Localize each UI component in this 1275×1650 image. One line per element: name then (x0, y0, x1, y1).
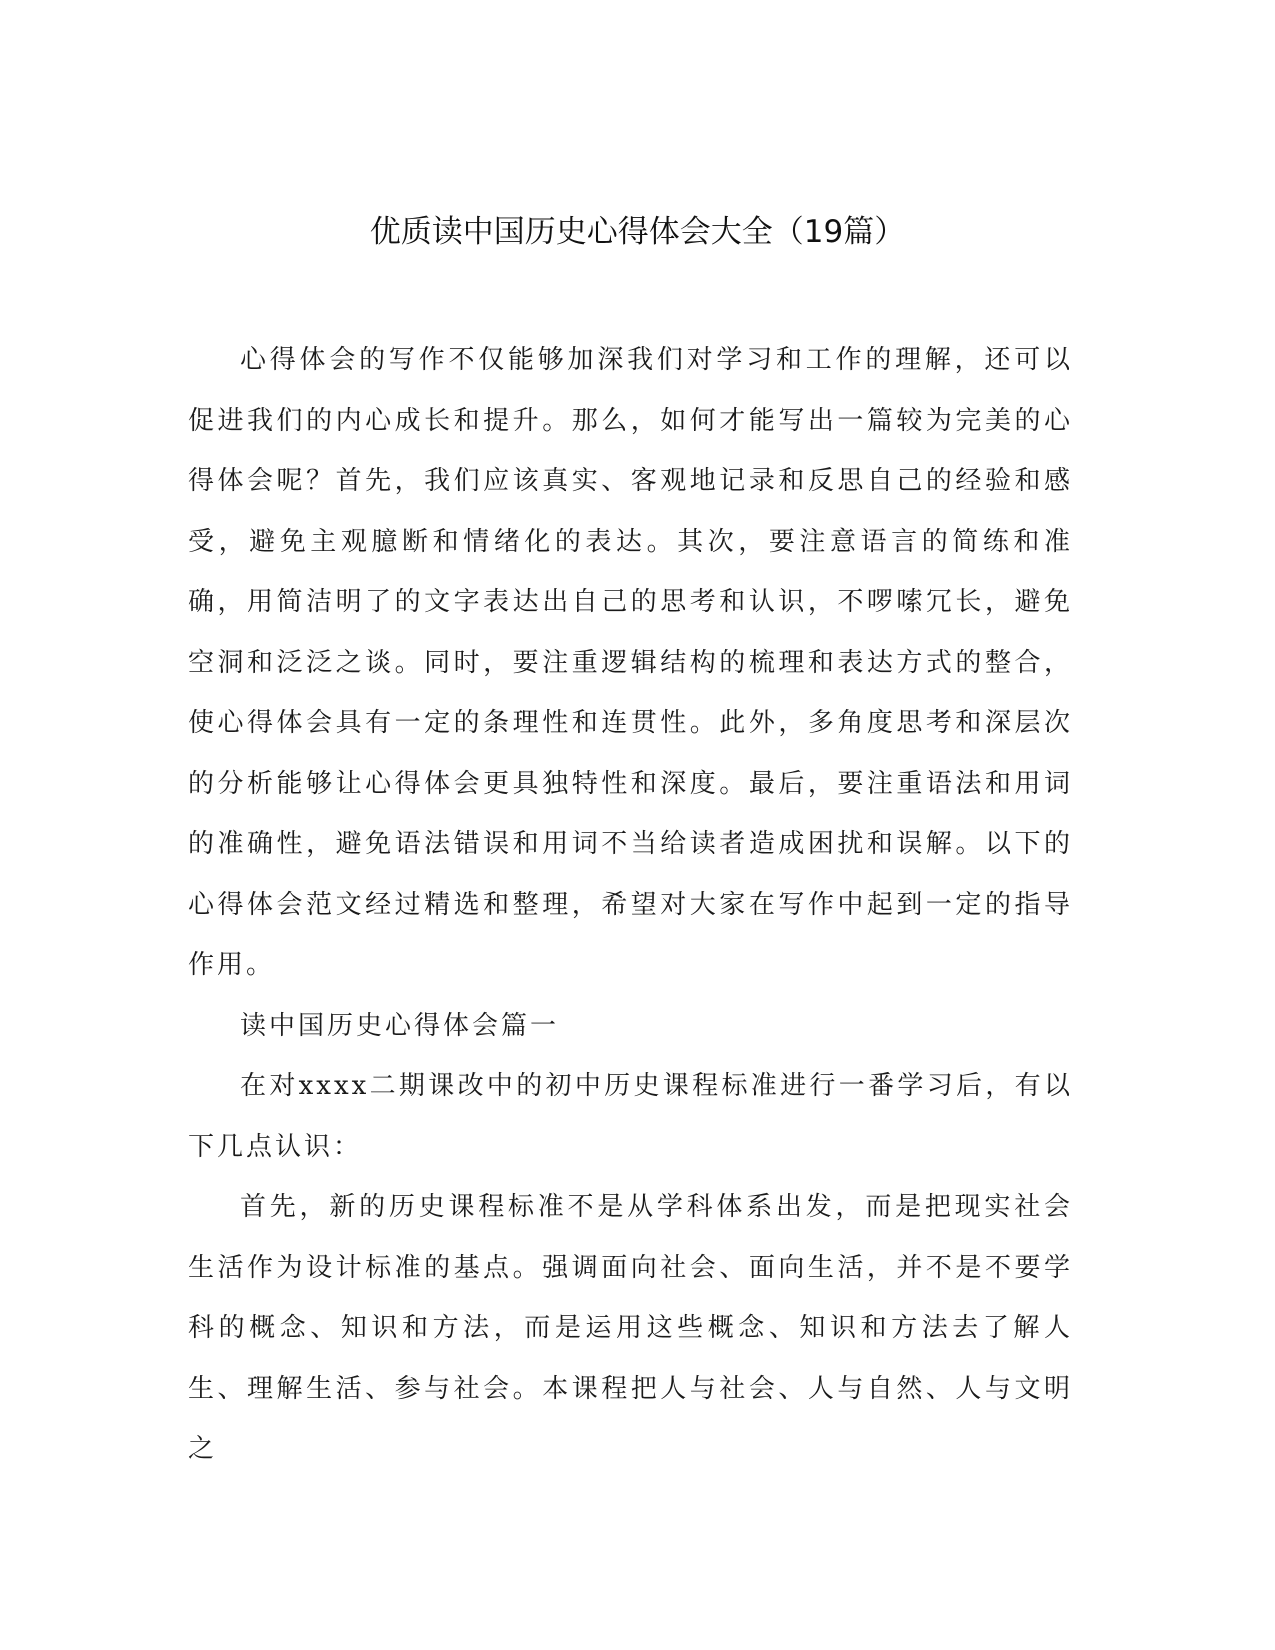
document-title: 优质读中国历史心得体会大全（19篇） (369, 214, 906, 250)
section-heading: 读中国历史心得体会篇一 (240, 1010, 560, 1041)
body-paragraph: 在对xxxx二期课改中的初中历史课程标准进行一番学习后，有以下几点认识： (188, 1071, 1073, 1162)
intro-paragraph: 心得体会的写作不仅能够加深我们对学习和工作的理解，还可以促进我们的内心成长和提升。那么，如何才能写出一篇较为完美的心得体会呢？首先，我们应该真实、客观地记录和反思自己的经验和感受，避免主观臆断和情绪化的表达。其次，要注意语言的简练和准确，用简洁明了的文字表达出自己的思考和认识，不啰嗦冗长，避免空洞和泛泛之谈。同时，要注重逻辑结构的梳理和表达方式的整合，使心得体会具有一定的条理性和连贯性。此外，多角度思考和深层次的分析能够让心得体会更具独特性和深度。最后，要注重语法和用词的准确性，避免语法错误和用词不当给读者造成困扰和误解。以下的心得体会范文经过精选和整理，希望对大家在写作中起到一定的指导作用。 (188, 345, 1073, 980)
document-body (188, 330, 1073, 1480)
body-paragraph: 首先，新的历史课程标准不是从学科体系出发，而是把现实社会生活作为设计标准的基点。强调面向社会、面向生活，并不是不要学科的概念、知识和方法，而是运用这些概念、知识和方法去了解人生、理解生活、参与社会。本课程把人与社会、人与自然、人与文明之 (188, 1192, 1073, 1464)
